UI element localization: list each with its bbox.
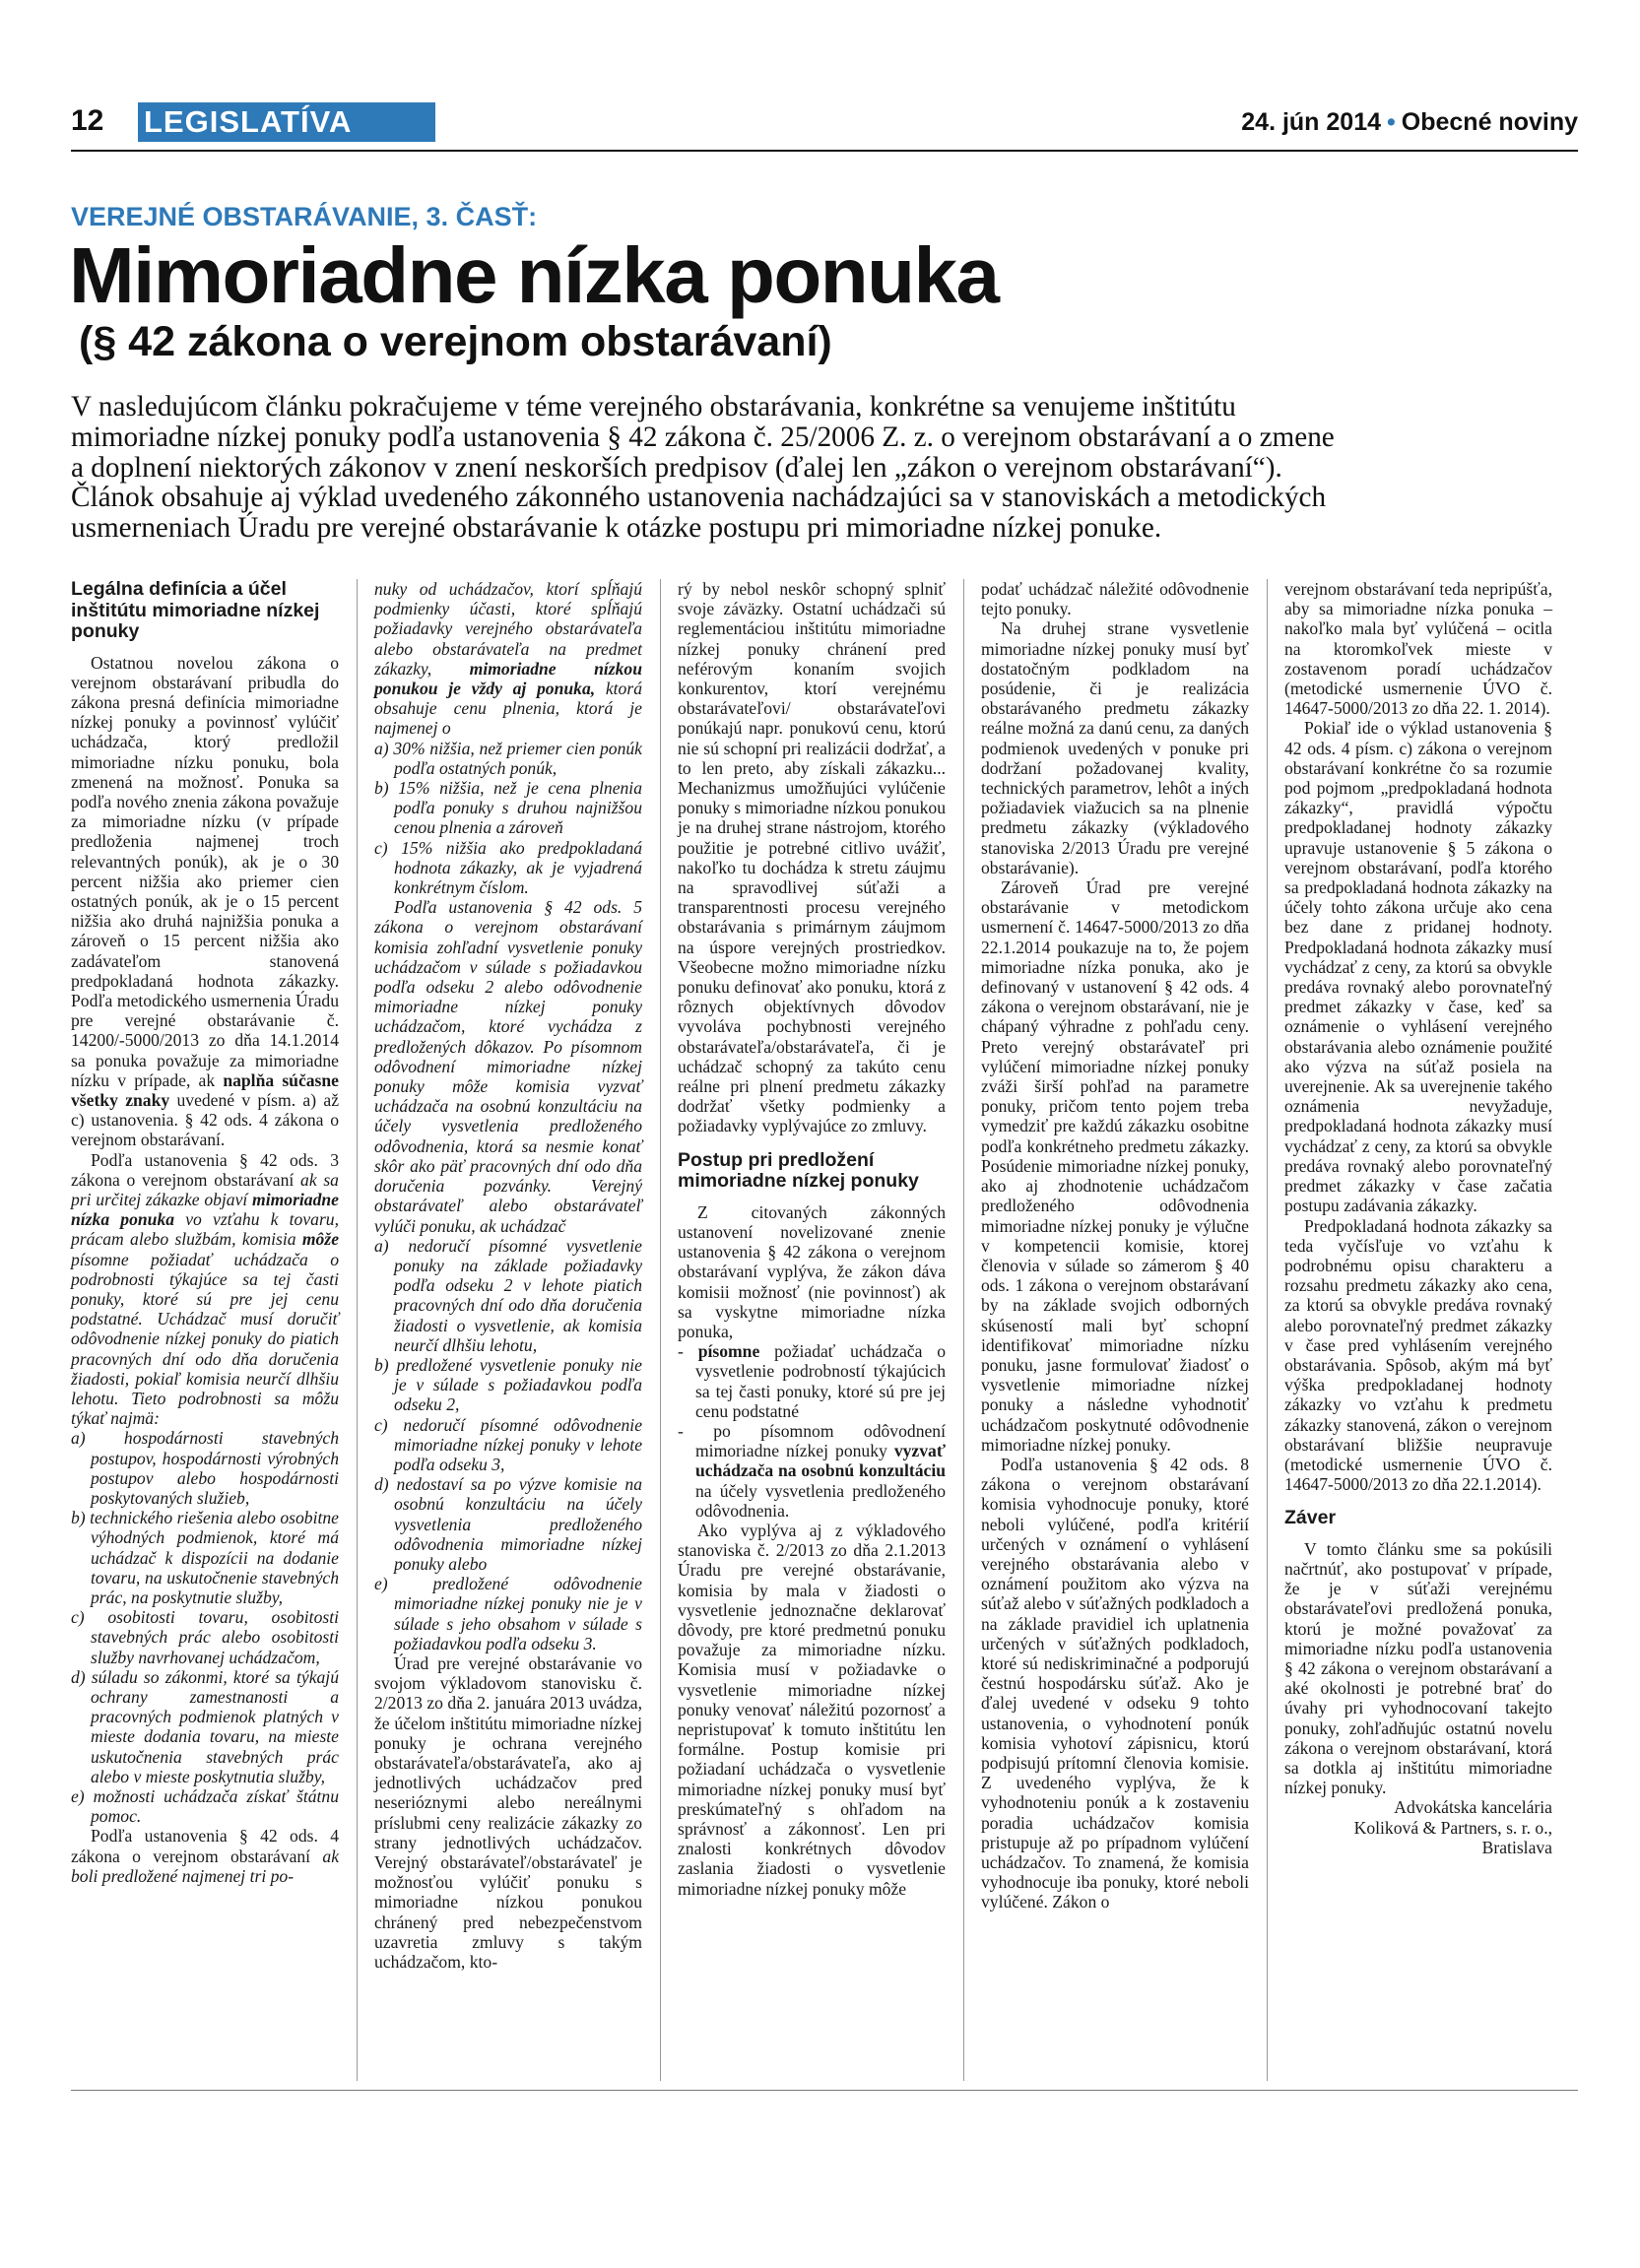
list-item: e) možnosti uchádzača získať štátnu pomoc. xyxy=(71,1786,339,1827)
article-kicker: VEREJNÉ OBSTARÁVANIE, 3. ČASŤ: xyxy=(71,202,538,231)
section-heading: Záver xyxy=(1284,1507,1337,1529)
publication-name: Obecné noviny xyxy=(1401,108,1578,136)
lead-line: V nasledujúcom článku pokračujeme v téme verejného obstarávania, konkrétne sa venujeme inštitútu xyxy=(71,391,1236,422)
lead-line: Článok obsahuje aj výklad uvedeného zákonného ustanovenia nachádzajúci sa v stanoviskách a metodických xyxy=(71,482,1327,514)
list-item: - písomne požiadať uchádzača o vysvetlenie podrobností týkajúcich sa tej časti ponuky, ktoré sú pre jej cenu podstatné xyxy=(678,1341,946,1421)
lead-line: a doplnení niektorých zákonov v znení neskorších predpisov (ďalej len „zákon o verejnom obstarávaní“). xyxy=(71,451,1282,484)
column-1 xyxy=(71,579,339,1886)
list-item: b) technického riešenia alebo osobitne výhodných podmienok, ktoré má uchádzač k dispozícii na dodanie tovaru, na uskutočnenie stavebných prác, na poskytnutie služby, xyxy=(71,1508,339,1608)
article-title: Mimoriadne nízka ponuka xyxy=(69,231,999,319)
paragraph: Pokiaľ ide o výklad ustanovenia § 42 ods. 4 písm. c) zákona o verejnom obstarávaní konkrétne čo sa rozumie pod pojmom „predpokladaná hodnota zákazky“, pravidlá výpočtu predpokladanej hodnoty zákazky upravuje ustanovenie § 5 zákona o verejnom obstarávaní, podľa ktorého sa predpokladaná hodnota zákazky na účely tohto zákona určuje ako cena bez dane z pridanej hodnoty. Predpokladaná hodnota zákazky musí vychádzať z ceny, za ktorú sa obvykle predáva rovnaký alebo porovnateľný predmet zákazky v čase, keď sa oznámenie o vyhlásení verejného obstarávania alebo oznámenie použité ako výzva na súťaž posiela na uverejnenie. Ak sa uverejnenie takého oznámenia nevyžaduje, predpokladaná hodnota zákazky musí vychádzať z ceny, za ktorú sa obvykle predáva rovnaký alebo porovnateľný predmet zákazky v čase začatia postupu zadávania zákazky. xyxy=(1284,718,1552,1216)
list-item: b) predložené vysvetlenie ponuky nie je v súlade s požiadavkou podľa odseku 2, xyxy=(374,1354,642,1415)
paragraph: Na druhej strane vysvetlenie mimoriadne nízkej ponuky musí byť dostatočným podkladom na posúdenie, či je realizácia obstarávaného predmetu zákazky reálne možná za danú cenu, za daných podmienok uvedených v ponuke pri dodržaní požadovanej kvality, technických parametrov, lehôt a iných požiadaviek viažucich sa na plnenie predmetu zákazky (výkladového stanoviska 2/2013 Úradu pre verejné obstarávanie). xyxy=(981,618,1249,877)
paragraph: Zároveň Úrad pre verejné obstarávanie v metodickom usmernení č. 14647-5000/2013 zo dňa 22.1.2014 poukazuje na to, že pojem mimoriadne nízka ponuka, ako je definovaný v ustanovení § 42 ods. 4 zákona o verejnom obstarávaní, nie je chápaný výhradne z pohľadu ceny. Preto verejný obstarávateľ pri vylúčení mimoriadne nízkej ponuky zváži širší pohľad na parametre ponuky, pričom tento pojem treba vymedziť pre každú zákazku osobitne podľa konkrétneho predmetu zákazky. Posúdenie mimoriadne nízkej ponuky, ako aj zhodnotenie uchádzačom predloženého odôvodnenia mimoriadne nízkej ponuky je výlučne v kompetencii komisie, ktorej členovia v súlade so zámerom § 40 ods. 1 zákona o verejnom obstarávaní by na základe svojich odborných skúseností mali byť schopní identifikovať mimoriadne nízku ponuku, jasne formulovať žiadosť o vysvetlenie mimoriadne nízkej ponuky a následne vyhodnotiť uchádzačom poskytnuté odôvodnenie mimoriadne nízkej ponuky. xyxy=(981,877,1249,1455)
list-item: d) súladu so zákonmi, ktoré sa týkajú ochrany zamestnanosti a pracovných podmienok platných v mieste dodania tovaru, na mieste uskutočnenia stavebných prác alebo v mieste poskytnutia služby, xyxy=(71,1666,339,1786)
article-lead xyxy=(71,392,1573,544)
paragraph: V tomto článku sme sa pokúsili načrtnúť, ako postupovať v prípade, že je v súťaži verejnému obstarávateľovi predložená ponuka, ktorú je možné považovať za mimoriadne nízku podľa ustanovenia § 42 zákona o verejnom obstarávaní a aké okolnosti je potrebné brať do úvahy pri vyhodnocovaní takejto ponuky, zohľadňujúc ostatnú novelu zákona o verejnom obstarávaní, ktorá sa dotkla aj inštitútu mimoriadne nízkej ponuky. xyxy=(1284,1538,1552,1798)
list-item: b) 15% nižšia, než je cena plnenia podľa ponuky s druhou najnižšou cenou plnenia a zároveň xyxy=(374,778,642,838)
section-tag: LEGISLATÍVA xyxy=(138,102,435,142)
author-signature: Koliková & Partners, s. r. o., xyxy=(1353,1817,1552,1838)
footer-rule xyxy=(71,2090,1578,2091)
paragraph: Z citovaných zákonných ustanovení novelizované znenie ustanovenia § 42 zákona o verejnom obstarávaní vyplýva, že zákon dáva komisii možnosť (nie povinnosť) ak sa vyskytne mimoriadne nízka ponuka, xyxy=(678,1201,946,1341)
list-item: a) 30% nižšia, než priemer cien ponúk podľa ostatných ponúk, xyxy=(374,738,642,778)
list xyxy=(374,739,642,898)
paragraph: verejnom obstarávaní teda nepripúšťa, aby sa mimoriadne nízka ponuka – nakoľko mala byť vylúčená – ocitla na ktoromkoľvek mieste v zostavenom poradí uchádzačov (metodické usmernenie ÚVO č. 14647-5000/2013 zo dňa 22. 1. 2014). xyxy=(1284,579,1552,719)
issue-info xyxy=(1241,108,1578,137)
column-divider xyxy=(1267,579,1268,2081)
section-heading: Legálna definícia a účel inštitútu mimoriadne nízkej ponuky xyxy=(71,578,320,642)
column-divider xyxy=(660,579,661,2081)
paragraph: nuky od uchádzačov, ktorí spĺňajú podmienky účasti, ktoré spĺňajú požiadavky verejného obstarávateľa alebo obstarávateľa na predmet zákazky, mimoriadne nízkou ponukou je vždy aj ponuka, ktorá obsahuje cenu plnenia, ktorá je najmenej o xyxy=(374,579,642,739)
paragraph: Podľa ustanovenia § 42 ods. 5 zákona o verejnom obstarávaní komisia zohľadní vysvetlenie ponuky uchádzačom v súlade s požiadavkou podľa odseku 2 alebo odôvodnenie mimoriadne nízkej ponuky uchádzačom, ktoré vychádza z predložených dôkazov. Po písomnom odôvodnení mimoriadne nízkej ponuky môže komisia vyzvať uchádzača na osobnú konzultáciu na účely vysvetlenia predloženého odôvodnenia, ktorá sa nesmie konať skôr ako päť pracovných dní odo dňa doručenia pozvánky. Verejný obstarávateľ alebo obstarávateľ vylúči ponuku, ak uchádzač xyxy=(374,897,642,1236)
list-item: a) nedoručí písomné vysvetlenie ponuky na základe požiadavky podľa odseku 2 v lehote piatich pracovných dní odo dňa doručenia žiadosti o vysvetlenie, ak komisia neurčí dlhšiu lehotu, xyxy=(374,1235,642,1355)
list xyxy=(678,1341,946,1521)
list-item: - po písomnom odôvodnení mimoriadne nízkej ponuky vyzvať uchádzača na osobnú konzultáciu na účely vysvetlenia predloženého odôvodnenia. xyxy=(678,1420,946,1521)
section-heading: Postup pri predložení mimoriadne nízkej ponuky xyxy=(678,1148,919,1193)
paragraph: Podľa ustanovenia § 42 ods. 8 zákona o verejnom obstarávaní komisia vyhodnocuje ponuky, ktoré neboli vylúčené, podľa kritérií určených v oznámení o vyhlásení verejného obstarávania alebo v oznámení použitom ako výzva na súťaž alebo v súťažných podkladoch a na základe pravidiel ich uplatnenia určených v súťažných podkladoch, ktoré sú nediskriminačné a podporujú čestnú hospodársku súťaž. Ako je ďalej uvedené v odseku 9 tohto ustanovenia, o vyhodnotení ponúk komisia vyhotoví zápisnicu, ktorú podpisujú prítomní členovia komisie. Z uvedeného vyplýva, že k vyhodnoteniu ponúk a k zostaveniu poradia uchádzačov komisia pristupuje až po prípadnom vylúčení uchádzačov. To znamená, že komisia vyhodnocuje iba ponuky, ktoré neboli vylúčené. Zákon o xyxy=(981,1454,1249,1912)
column-divider xyxy=(357,579,358,2081)
list-item: d) nedostaví sa po výzve komisie na osobnú konzultáciu na účely vysvetlenia predloženého odôvodnenia mimoriadne nízkej ponuky alebo xyxy=(374,1474,642,1574)
list xyxy=(71,1428,339,1826)
lead-line: mimoriadne nízkej ponuky podľa ustanovenia § 42 zákona č. 25/2006 Z. z. o verejnom obstarávaní a o zmene xyxy=(71,421,1335,453)
issue-date: 24. jún 2014 xyxy=(1241,108,1382,136)
author-signature: Advokátska kancelária xyxy=(1394,1797,1552,1818)
column-4 xyxy=(981,579,1249,1912)
paragraph: podať uchádzač náležité odôvodnenie tejto ponuky. xyxy=(981,579,1249,619)
paragraph: Ostatnou novelou zákona o verejnom obstarávaní pribudla do zákona presná definícia mimoriadne nízkej ponuky a povinnosť vylúčiť uchádzača, ktorý predložil mimoriadne nízku ponuku, bola zmenená na možnosť. Ponuka sa podľa nového znenia zákona považuje za mimoriadne nízku (v prípade predloženia najmenej troch relevantných ponúk), ak je o 30 percent nižšia ako priemer cien ostatných ponúk, ak je o 15 percent nižšia ako druhá najnižšia ponuka a zároveň o 15 percent nižšia ako zadávateľom stanovená predpokladaná hodnota zákazky. Podľa metodického usmernenia Úradu pre verejné obstarávanie č. 14200/-5000/2013 zo dňa 14.1.2014 sa ponuka považuje za mimoriadne nízku v prípade, ak naplňa súčasne všetky znaky uvedené v písm. a) až c) ustanovenia. § 42 ods. 4 zákona o verejnom obstarávaní. xyxy=(71,652,340,1150)
list-item: c) 15% nižšia ako predpokladaná hodnota zákazky, ak je vyjadrená konkrétnym číslom. xyxy=(374,837,642,898)
separator-dot: • xyxy=(1387,108,1396,136)
paragraph: Úrad pre verejné obstarávanie vo svojom výkladovom stanovisku č. 2/2013 zo dňa 2. januára 2013 uvádza, že účelom inštitútu mimoriadne nízkej ponuky je ochrana verejného obstarávateľa/obstarávateľa, ako aj jednotlivých uchádzačov pred neserióznymi alebo nereálnymi príslubmi ceny realizácie zákazky zo strany jednotlivých uchádzačov. Verejný obstarávateľ/obstarávateľ je možnosťou vylúčiť ponuku s mimoriadne nízkou ponukou chránený pred nebezpečenstvom uzavretia zmluvy s takým uchádzačom, kto- xyxy=(374,1652,642,1973)
paragraph: Podľa ustanovenia § 42 ods. 4 zákona o verejnom obstarávaní ak boli predložené najmenej tri po- xyxy=(71,1826,339,1886)
article-body xyxy=(71,579,1578,2081)
header-rule xyxy=(71,150,1578,152)
paragraph: Ako vyplýva aj z výkladového stanoviska č. 2/2013 zo dňa 2.1.2013 Úradu pre verejné obstarávanie, komisia by mala v žiadosti o vysvetlenie jednoznačne deklarovať dôvody, pre ktoré predmetnú ponuku považuje za mimoriadne nízku. Komisia musí v požiadavke o vysvetlenie mimoriadne nízkej ponuky venovať náležitú pozornosť a nepristupovať k tomuto inštitútu len formálne. Postup komisie pri požiadaní uchádzača o vysvetlenie mimoriadne nízkej ponuky musí byť preskúmateľný s ohľadom na správnosť a zákonnosť. Len pri znalosti konkrétnych dôvodov zaslania žiadosti o vysvetlenie mimoriadne nízkej ponuky môže xyxy=(678,1520,946,1899)
column-3 xyxy=(678,579,946,1899)
list xyxy=(374,1236,642,1653)
column-divider xyxy=(963,579,964,2081)
paragraph: Podľa ustanovenia § 42 ods. 3 zákona o verejnom obstarávaní ak sa pri určitej zákazke objaví mimoriadne nízka ponuka vo vzťahu k tovaru, prácam alebo službám, komisia môže písomne požiadať uchádzača o podrobnosti týkajúce sa tej časti ponuky, ktoré sú pre jej cenu podstatné. Uchádzač musí doručiť odôvodnenie nízkej ponuky do piatich pracovných dní odo dňa doručenia žiadosti, pokiaľ komisia neurčí dlhšiu lehotu. Tieto podrobnosti sa môžu týkať najmä: xyxy=(71,1149,340,1429)
column-2 xyxy=(374,579,642,1972)
list-item: e) predložené odôvodnenie mimoriadne nízkej ponuky nie je v súlade s jeho obsahom v súlade s požiadavkou podľa odseku 3. xyxy=(374,1574,642,1653)
paragraph: rý by nebol neskôr schopný splniť svoje záväzky. Ostatní uchádzači sú reglementáciou inštitútu mimoriadne nízkej ponuky chránení pred neférovým konaním svojich konkurentov, ktorí verejnému obstarávateľovi/ obstarávateľovi ponúkajú napr. ponukovú cenu, ktorú nie sú schopní pri realizácii dodržať, a to len preto, aby získali zákazku... Mechanizmus umožňujúci vylúčenie ponuky s mimoriadne nízkou ponukou je na druhej strane nástrojom, ktorého použitie je potrebné citlivo uvážiť, nakoľko tu dochádza k stretu záujmu na spravodlivej súťaži a transparentnosti procesu verejného obstarávania s primárnym záujmom na úspore verejných prostriedkov. Všeobecne možno mimoriadne nízku ponuku definovať ako ponuku, ktorá z rôznych objektívnych dôvodov vyvoláva pochybnosti verejného obstarávateľa/obstarávateľa, či je uchádzač schopný za takúto cenu reálne pri plnení predmetu zákazky dodržať všetky podmienky a požiadavky vyplývajúce zo zmluvy. xyxy=(678,579,946,1136)
article-subtitle: (§ 42 zákona o verejnom obstarávaní) xyxy=(79,318,832,365)
list-item: c) osobitosti tovaru, osobitosti stavebných prác alebo osobitosti služby navrhovanej uchádzačom, xyxy=(71,1607,339,1667)
author-signature: Bratislava xyxy=(1481,1837,1552,1857)
paragraph: Predpokladaná hodnota zákazky sa teda vyčísľuje vo vzťahu k podrobnému opisu charakteru a rozsahu predmetu zákazky ako cena, za ktorú sa obvykle predáva rovnaký alebo porovnateľný predmet zákazky v čase pred vyhlásením verejného obstarávania. Spôsob, akým má byť výška predpokladanej hodnoty zákazky vo vzťahu k predmetu zákazky stanovená, zákon o verejnom obstarávaní bližšie neupravuje (metodické usmernenie ÚVO č. 14647-5000/2013 zo dňa 22.1.2014). xyxy=(1284,1215,1552,1495)
lead-line: usmerneniach Úradu pre verejné obstarávanie k otázke postupu pri mimoriadne nízkej ponuke. xyxy=(71,512,1162,545)
list-item: a) hospodárnosti stavebných postupov, hospodárnosti výrobných postupov alebo hospodárnosti poskytovaných služieb, xyxy=(71,1428,339,1509)
page-number: 12 xyxy=(71,104,104,137)
column-5 xyxy=(1284,579,1552,1857)
page-header xyxy=(71,102,1578,148)
list-item: c) nedoručí písomné odôvodnenie mimoriadne nízkej ponuky v lehote podľa odseku 3, xyxy=(374,1414,642,1474)
